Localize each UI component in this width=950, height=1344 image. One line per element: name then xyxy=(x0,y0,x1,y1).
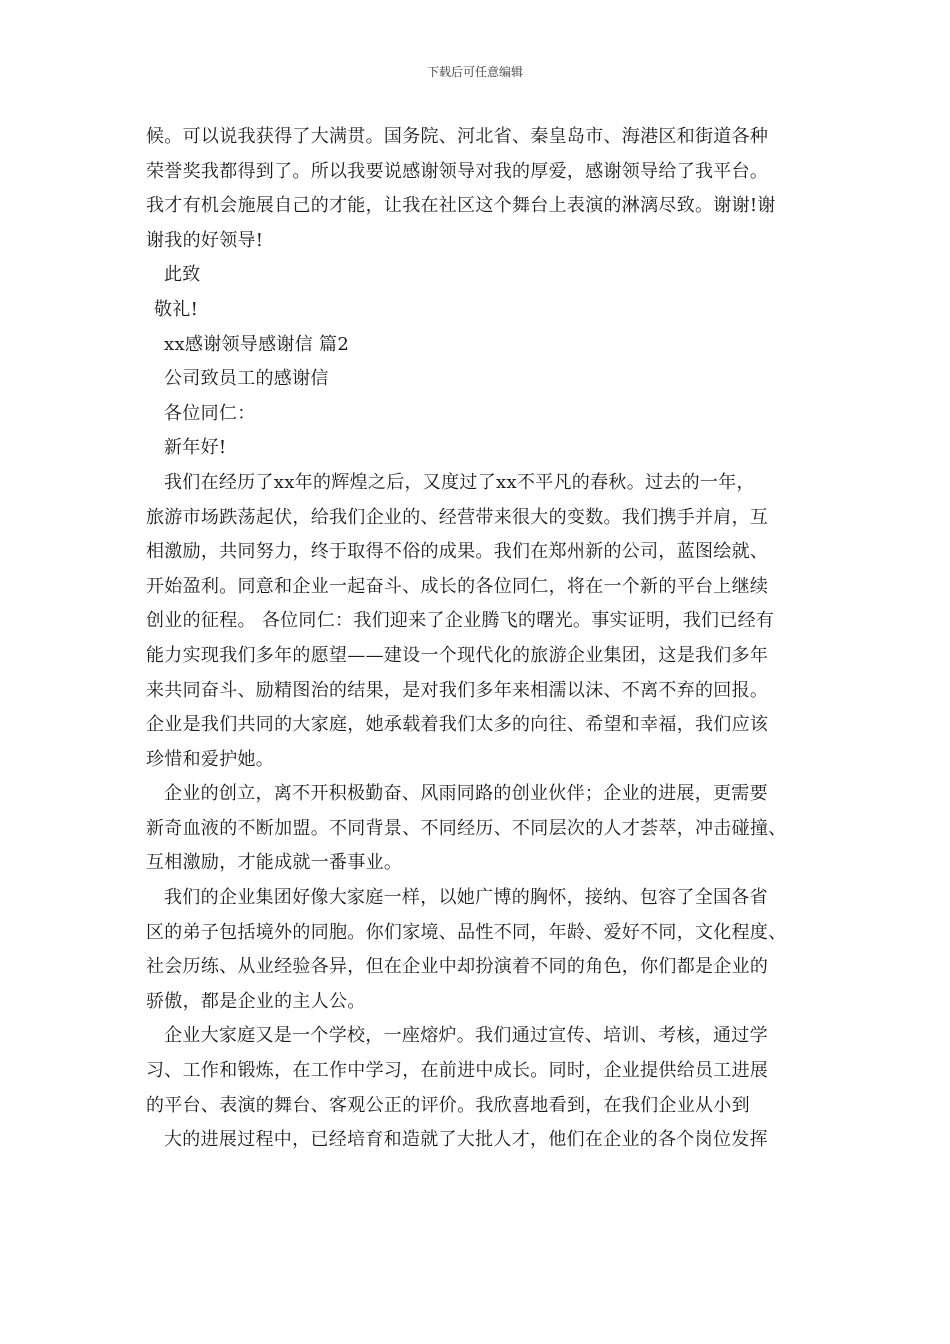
text-line: 候。可以说我获得了大满贯。国务院、河北省、秦皇岛市、海港区和街道各种 xyxy=(146,126,769,147)
text-line: 新年好! xyxy=(164,437,227,459)
text-line: 骄傲，都是企业的主人公。 xyxy=(146,990,366,1012)
text-line: 能力实现我们多年的愿望——建设一个现代化的旅游企业集团，这是我们多年 xyxy=(146,644,769,666)
text-line: 企业是我们共同的大家庭，她承载着我们太多的向往、希望和幸福，我们应该 xyxy=(146,714,769,736)
text-line: 创业的征程。 各位同仁：我们迎来了企业腾飞的曙光。事实证明，我们已经有 xyxy=(146,610,775,632)
text-line: 区的弟子包括境外的同胞。你们家境、品性不同，年龄、爱好不同，文化程度、 xyxy=(146,921,787,943)
text-line: 开始盈利。同意和企业一起奋斗、成长的各位同仁，将在一个新的平台上继续 xyxy=(146,575,769,597)
text-line: 荣誉奖我都得到了。所以我要说感谢领导对我的厚爱，感谢领导给了我平台。 xyxy=(146,160,769,182)
text-line: 我们的企业集团好像大家庭一样，以她广博的胸怀，接纳、包容了全国各省 xyxy=(164,887,768,909)
page-header: 下载后可任意编辑 xyxy=(426,65,523,79)
text-line: 的平台、表演的舞台、客观公正的评价。我欣喜地看到，在我们企业从小到 xyxy=(146,1094,750,1116)
text-line: 珍惜和爱护她。 xyxy=(146,748,275,770)
text-line: 互相激励，才能成就一番事业。 xyxy=(146,852,403,874)
text-line: 公司致员工的感谢信 xyxy=(164,368,329,390)
text-line: 旅游市场跌荡起伏，给我们企业的、经营带来很大的变数。我们携手并肩，互 xyxy=(146,506,769,528)
text-line: xx感谢领导感谢信 篇2 xyxy=(164,333,350,355)
document-body xyxy=(146,120,826,1158)
text-line: 大的进展过程中，已经培育和造就了大批人才，他们在企业的各个岗位发挥 xyxy=(164,1129,768,1151)
text-line: 敬礼! xyxy=(154,298,199,320)
text-line: 谢我的好领导! xyxy=(146,229,264,251)
text-line: 企业大家庭又是一个学校，一座熔炉。我们通过宣传、培训、考核，通过学 xyxy=(164,1025,768,1047)
text-line: 我才有机会施展自己的才能，让我在社区这个舞台上表演的淋漓尽致。谢谢!谢 xyxy=(146,195,776,217)
text-line: 相激励，共同努力，终于取得不俗的成果。我们在郑州新的公司，蓝图绘就、 xyxy=(146,541,769,563)
text-line: 社会历练、从业经验各异，但在企业中却扮演着不同的角色，你们都是企业的 xyxy=(146,956,769,978)
text-line: 习、工作和锻炼，在工作中学习，在前进中成长。同时，企业提供给员工进展 xyxy=(146,1060,769,1082)
text-line: 新奇血液的不断加盟。不同背景、不同经历、不同层次的人才荟萃，冲击碰撞、 xyxy=(146,817,787,839)
text-line: 各位同仁： xyxy=(164,402,256,424)
text-line: 此致 xyxy=(164,264,201,286)
text-line: 企业的创立，离不开积极勤奋、风雨同路的创业伙伴；企业的进展，更需要 xyxy=(164,783,768,805)
text-line: 我们在经历了xx年的辉煌之后，又度过了xx不平凡的春秋。过去的一年， xyxy=(164,471,755,493)
text-line: 来共同奋斗、励精图治的结果，是对我们多年来相濡以沫、不离不弃的回报。 xyxy=(146,679,769,701)
